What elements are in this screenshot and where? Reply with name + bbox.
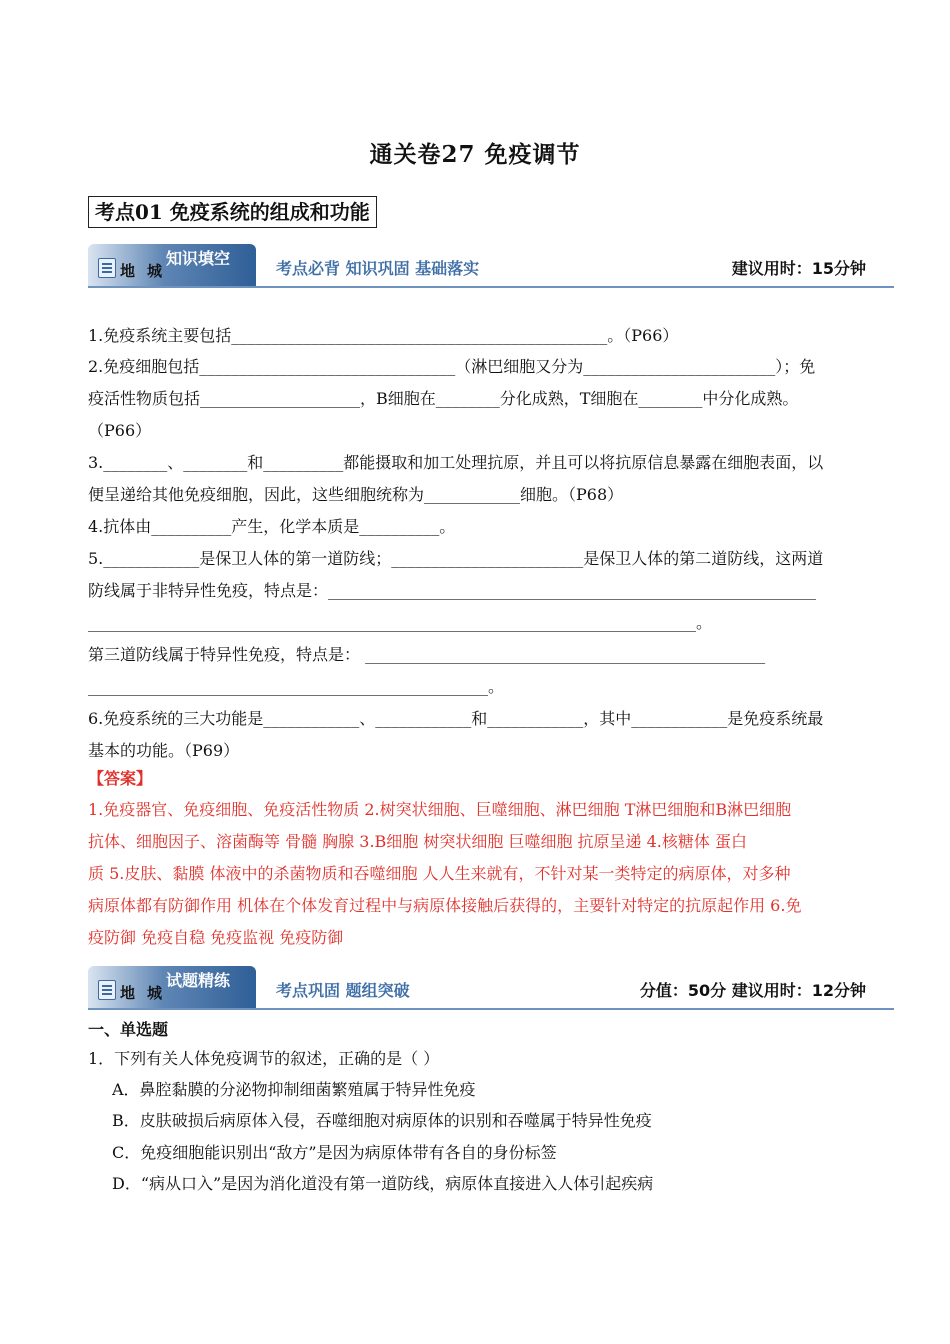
banner-tab [88,244,256,286]
fill-line: 便呈递给其他免疫细胞，因此，这些细胞统称为____________细胞。（P68） [88,485,624,504]
question-option: A．鼻腔黏膜的分泌物抑制细菌繁殖属于特异性免疫 [112,1080,476,1099]
banner-timing: 建议用时：15分钟 [731,259,866,278]
fill-line: 3.________、________和__________都能摄取和加工处理抗原，并且可以将抗原信息暴露在细胞表面，以 [88,453,824,472]
fill-line: 防线属于非特异性免疫，特点是：_____________________________________________________________ [88,581,817,600]
banner-tab-label: 知识填空 [166,249,231,268]
notebook-icon [98,258,116,278]
fill-line: 6.免疫系统的三大功能是____________、____________和____________，其中____________是免疫系统最 [88,709,824,728]
fill-line: __________________________________________________。 [88,677,505,696]
banner-rule [88,286,894,288]
answer-line: 病原体都有防御作用 机体在个体发育过程中与病原体接触后获得的，主要针对特定的抗原起作用 6.免 [88,896,802,915]
answer-header: 【答案】 [88,769,153,788]
fill-line: 疫活性物质包括____________________，B细胞在________分化成熟，T细胞在________中分化成熟。 [88,389,799,408]
banner-tab-extra: 地城 [120,984,175,1002]
notebook-icon [98,980,116,1000]
fill-line: 4.抗体由__________产生，化学本质是__________。 [88,517,456,536]
banner-rule [88,1008,894,1010]
section-heading: 考点01 免疫系统的组成和功能 [88,196,377,228]
question-section-heading: 一、单选题 [88,1020,169,1039]
banner-slogan: 考点巩固 题组突破 [276,981,410,1000]
section-banner-practice [88,966,894,1014]
answer-line: 质 5.皮肤、黏膜 体液中的杀菌物质和吞噬细胞 人人生来就有，不针对某一类特定的病原体，对多种 [88,864,791,883]
banner-tab-label: 试题精练 [166,971,231,990]
fill-line: 1.免疫系统主要包括_______________________________________________。（P66） [88,326,679,345]
answer-line: 抗体、细胞因子、溶菌酶等 骨髓 胸腺 3.B细胞 树突状细胞 巨噬细胞 抗原呈递 4.核糖体 蛋白 [88,832,747,851]
question-stem: 1．下列有关人体免疫调节的叙述，正确的是（ ） [88,1049,440,1068]
fill-line: 基本的功能。（P69） [88,741,240,760]
banner-tab [88,966,256,1008]
section-banner-knowledge [88,244,894,292]
question-option: B．皮肤破损后病原体入侵，吞噬细胞对病原体的识别和吞噬属于特异性免疫 [112,1111,652,1130]
fill-line: ____________________________________________________________________________。 [88,613,712,632]
banner-slogan: 考点必背 知识巩固 基础落实 [276,259,480,278]
question-option: D．“病从口入”是因为消化道没有第一道防线，病原体直接进入人体引起疾病 [112,1174,654,1193]
question-option: C．免疫细胞能识别出“敌方”是因为病原体带有各自的身份标签 [112,1143,557,1162]
answer-line: 疫防御 免疫自稳 免疫监视 免疫防御 [88,928,344,947]
answer-line: 1.免疫器官、免疫细胞、免疫活性物质 2.树突状细胞、巨噬细胞、淋巴细胞 T淋巴细胞和B淋巴细胞 [88,800,792,819]
fill-line: 5.____________是保卫人体的第一道防线；________________________是保卫人体的第二道防线，这两道 [88,549,824,568]
fill-line: 第三道防线属于特异性免疫，特点是： __________________________________________________ [88,645,766,664]
fill-line: 2.免疫细胞包括________________________________（淋巴细胞又分为________________________）；免 [88,357,816,376]
page-title: 通关卷27 免疫调节 [369,141,581,168]
banner-tab-extra: 地城 [120,262,175,280]
banner-timing: 分值：50分 建议用时：12分钟 [639,981,866,1000]
fill-line: （P66） [88,421,152,440]
